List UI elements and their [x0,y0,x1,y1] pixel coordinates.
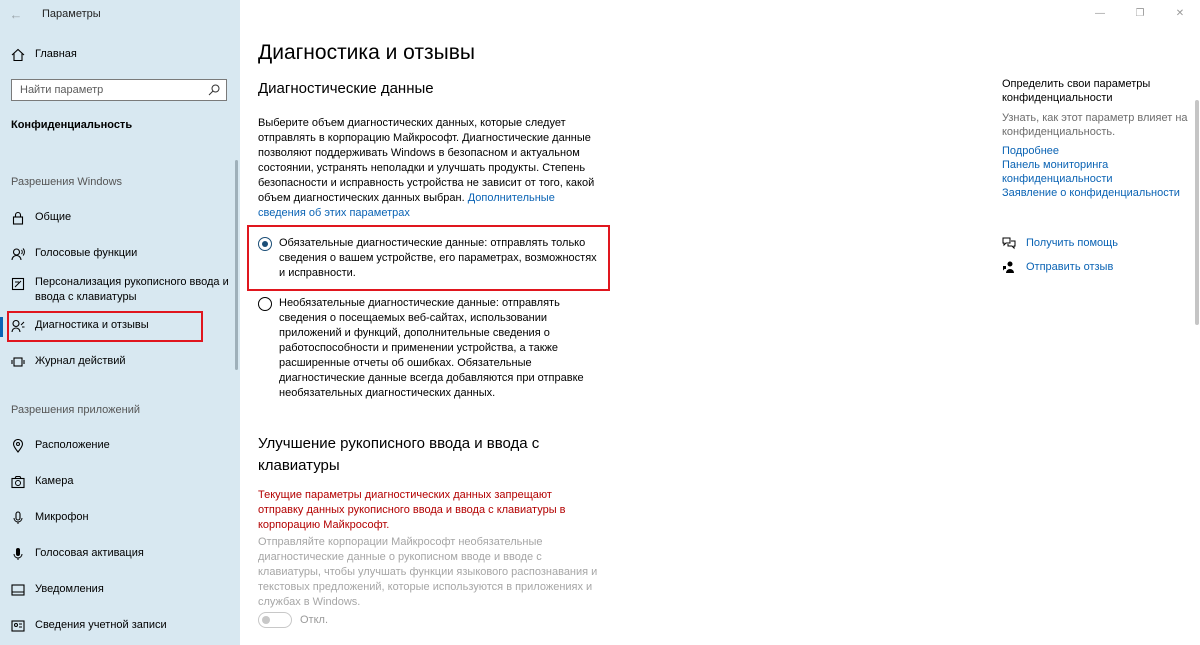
handwriting-icon [11,277,25,291]
window-controls [1080,0,1200,26]
inking-description: Отправляйте корпорации Майкрософт необязательные диагностические данные о рукописном вводе и вводе с клавиатуры, чтобы улучшать функции языкового распознавания и текстовых предложений, которые используются в приложениях и службах в Windows. [258,536,598,608]
sidebar-item-inking-typing[interactable] [0,275,240,305]
notifications-icon [11,583,25,597]
radio-label: Обязательные диагностические данные: отправлять только сведения о вашем устройстве, его параметрах, возможностях и исправности. [279,237,597,279]
sidebar-item-label: Сведения учетной записи [35,619,167,631]
section-title-diagnostic-data: Диагностические данные [258,80,434,97]
related-description: Узнать, как этот параметр влияет на конфиденциальность. [1002,112,1188,138]
description-text: Выберите объем диагностических данных, которые следует отправлять в корпорацию Майкрософт. Диагностические данные позволяют поддерживать Windows в безопасном и актуальном состоянии, устранять неполадки и улучшать продукты. Степень безопасности и исправность устройства не зависит от того, какой объем диагностических данных выбран. [258,117,595,204]
section-heading-apps: Разрешения приложений [11,404,141,416]
get-help-label: Получить помощь [1026,237,1118,249]
home-icon [11,48,25,62]
sidebar-item-notifications[interactable] [0,582,240,597]
account-icon [11,619,25,633]
inking-toggle[interactable] [258,612,292,628]
sidebar-item-label: Расположение [35,439,110,451]
section-heading-windows: Разрешения Windows [11,176,123,188]
toggle-state-label: Откл. [300,614,329,626]
restore-button[interactable] [1120,0,1160,26]
sidebar-item-label: Камера [35,475,74,487]
search-icon[interactable] [208,84,220,96]
radio-label: Необязательные диагностические данные: отправлять сведения о посещаемых веб-сайтах, использовании приложений и функций, дополнительные сведения о работоспособности и применении устройства, а также расширенные отчеты об ошибках. Обязательные диагностические данные всегда добавляются при отправке необязательных диагностических данных. [279,297,584,399]
sidebar-item-label: Голосовые функции [35,247,138,259]
help-icon [1002,236,1016,250]
minimize-button[interactable] [1080,0,1120,26]
page-title: Диагностика и отзывы [258,41,475,64]
send-feedback-label: Отправить отзыв [1026,261,1114,273]
sidebar-item-label: Микрофон [35,511,89,523]
back-button[interactable] [0,0,32,28]
sidebar-item-label: Персонализация рукописного ввода и ввода с клавиатуры [35,276,229,303]
sidebar-scrollbar[interactable] [235,160,238,370]
radio-optional-data[interactable] [258,296,600,401]
sidebar-item-label: Главная [35,48,77,60]
activity-icon [11,355,25,369]
restore-icon: ❐ [1135,7,1145,19]
inking-toggle-row [258,612,328,628]
get-help-link[interactable] [1002,236,1118,250]
sidebar-item-voice-activation[interactable] [0,546,240,561]
radio-button-unchecked[interactable] [258,297,272,311]
sidebar-item-speech[interactable] [0,246,240,261]
close-icon: ✕ [1175,7,1185,19]
feedback-icon [1002,260,1016,274]
sidebar-item-home[interactable] [0,47,240,62]
link-privacy-dashboard[interactable]: Панель мониторинга конфиденциальности [1002,159,1113,185]
sidebar-item-label: Журнал действий [35,355,126,367]
speech-icon [11,247,25,261]
sidebar-item-label: Голосовая активация [35,547,144,559]
sidebar-item-label: Диагностика и отзывы [35,319,149,331]
camera-icon [11,475,25,489]
microphone-icon [11,511,25,525]
link-privacy-statement[interactable]: Заявление о конфиденциальности [1002,187,1180,199]
location-icon [11,439,25,453]
close-button[interactable] [1160,0,1200,26]
sidebar-item-general[interactable] [0,210,240,225]
search-box[interactable] [11,79,227,101]
lock-icon [11,211,25,225]
section-title-inking-typing: Улучшение рукописного ввода и ввода с клавиатуры [258,435,540,474]
voice-activation-icon [11,547,25,561]
sidebar-item-microphone[interactable] [0,510,240,525]
warning-text: Текущие параметры диагностических данных запрещают отправку данных рукописного ввода и ввода с клавиатуры в корпорацию Майкрософт. [258,489,566,531]
window-title: Параметры [42,8,101,20]
title-bar [0,0,240,28]
main-content [240,0,1200,645]
minimize-icon: — [1095,7,1105,19]
back-arrow-icon: ← [9,6,23,22]
learn-more-link[interactable]: Дополнительные сведения об этих параметрах [258,192,555,219]
sidebar-item-account-info[interactable] [0,618,240,633]
sidebar-item-label: Уведомления [35,583,104,595]
diagnostic-description [258,116,600,221]
sidebar-item-camera[interactable] [0,474,240,489]
sidebar-item-label: Общие [35,211,72,223]
sidebar-item-activity[interactable] [0,354,240,369]
related-links [1002,144,1192,200]
sidebar-item-location[interactable] [0,438,240,453]
search-input[interactable] [12,84,197,96]
radio-button-checked[interactable] [258,237,272,251]
radio-required-data[interactable] [258,236,600,281]
link-learn-more[interactable]: Подробнее [1002,145,1060,157]
send-feedback-link[interactable] [1002,260,1113,274]
sidebar [0,0,240,645]
related-title: Определить свои параметры конфиденциальности [1002,78,1151,104]
highlight-box-sidebar [7,311,203,342]
category-heading: Конфиденциальность [11,119,133,131]
main-scrollbar[interactable] [1195,100,1199,325]
